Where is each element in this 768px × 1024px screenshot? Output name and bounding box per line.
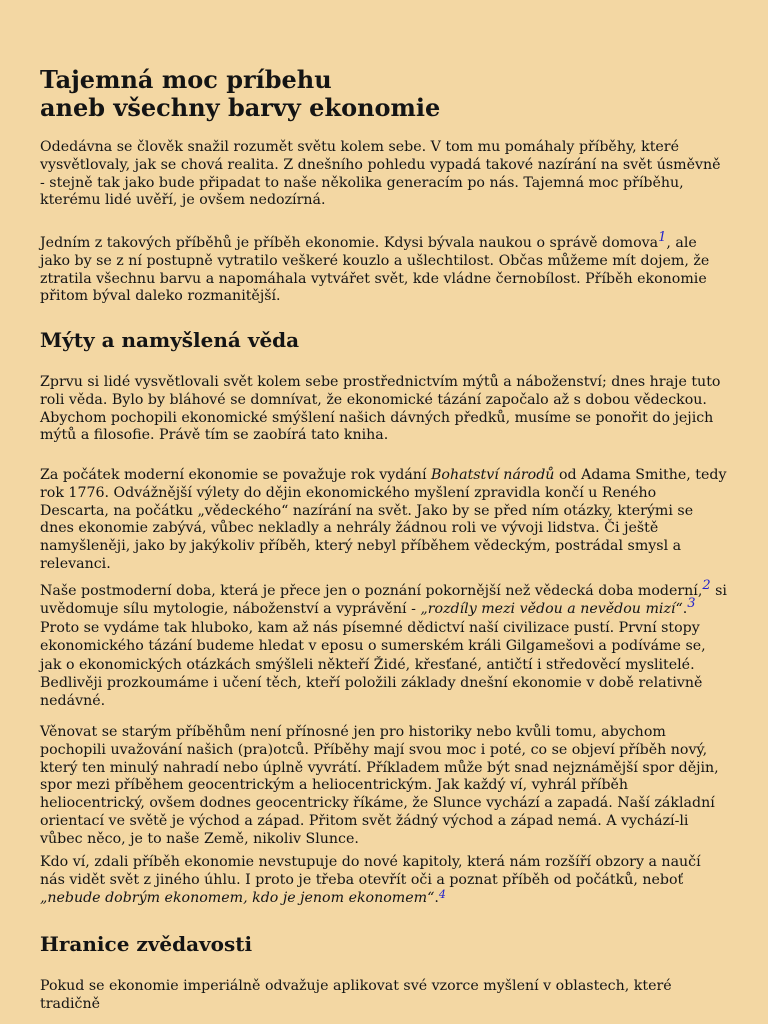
paragraph-old-stories: Věnovat se starým příběhům není přínosné jen pro historiky nebo kvůli tomu, abychom pochopili uvažování našich (pra)otců. Příběhy mají svou moc i poté, co se objeví příběh nový, který ten minulý nahradí nebo úplně vyvrátí. Příkladem může být snad nejznámější spor dějin, spor mezi příběhem geocentrickým a heliocentrickým. Jak každý ví, vyhrál příběh heliocentrický, ovšem dodnes geocentricky říkáme, že Slunce vychází a zapadá. Naší základní orientací ve světě je východ a západ. Přitom svět žádný východ a západ nemá. A vychází-li vůbec něco, je to naše Země, nikoliv Slunce.: [40, 724, 719, 847]
paragraph-text: Jedním z takových příběhů je příběh ekonomie. Kdysi bývala naukou o správě domova: [40, 235, 659, 251]
paragraph-text: si uvědomuje sílu mytologie, náboženství a vyprávění -: [40, 583, 727, 618]
paragraph-text: .: [682, 601, 688, 618]
paragraph-postmodern: [40, 578, 728, 711]
quote-emphasis: „nebude dobrým ekonomem, kdo je jenom ekonomem“: [40, 889, 435, 906]
section-heading-hranice: Hranice zvědavosti: [40, 932, 253, 956]
paragraph-new-chapter: [40, 854, 728, 907]
page-title: [40, 66, 440, 122]
paragraph-myths: Zprvu si lidé vysvětlovali svět kolem sebe prostřednictvím mýtů a náboženství; dnes hraje tuto roli věda. Bylo by bláhové se domnívat, že ekonomické tázání započalo až s dobou vědeckou. Abychom pochopili ekonomické smýšlení našich dávných předků, musíme se ponořit do jejich mýtů a filosofie. Právě tím se zaobírá tato kniha.: [40, 374, 721, 444]
paragraph-text: Za počátek moderní ekonomie se považuje rok vydání: [40, 467, 431, 483]
footnote-ref-4[interactable]: 4: [438, 887, 446, 901]
paragraph-economics-story: [40, 230, 728, 306]
footnote-ref-1[interactable]: 1: [658, 230, 667, 245]
paragraph-modern-economics: [40, 467, 728, 574]
paragraph-text: od Adama Smithe, tedy rok 1776. Odvážnější výlety do dějin ekonomického myšlení zpravidla končí u Reného Descarta, na počátku „vědeckého“ nazírání na svět. Jako by se před ním otázky, kterými se dnes ekonomie zabývá, vůbec nekladly a nehrály žádnou roli ve vývoji lidstva. Či ještě namyšleněji, jako by jakýkoliv příběh, který nebyl příběhem vědeckým, postrádal smysl a relevanci.: [40, 467, 727, 572]
paragraph-intro: Odedávna se člověk snažil rozumět světu kolem sebe. V tom mu pomáhaly příběhy, které vysvětlovaly, jak se chová realita. Z dnešního pohledu vypadá takové nazírání na svět úsměvně - stejně tak jako bude připadat to naše několika generacím po nás. Tajemná moc příběhu, kterému lidé uvěří, je ovšem nedozírná.: [40, 139, 721, 209]
paragraph-text: , ale jako by se z ní postupně vytratilo veškeré kouzlo a ušlechtilost. Občas můžeme mít dojem, že ztratila všechnu barvu a napomáhala vytvářet svět, kde vládne černobílost. Příběh ekonomie přitom býval daleko rozmanitější.: [40, 235, 710, 305]
paragraph-text: .: [434, 889, 439, 906]
footnote-ref-3[interactable]: 3: [687, 596, 696, 612]
paragraph-text: Naše postmoderní doba, která je přece jen o poznání pokornější než vědecká doba moderní,: [40, 583, 703, 599]
paragraph-text: Proto se vydáme tak hluboko, kam až nás písemné dědictví naší civilizace pustí. První stopy ekonomického tázání budeme hledat v eposu o sumerském králi Gilgamešovi a podíváme se, jak o ekonomických otázkách smýšleli někteří Židé, křesťané, antičtí i středověcí myslitelé. Bedlivěji prozkoumáme i učení těch, kteří položili základy dnešní ekonomie v době relativně nedávné.: [40, 619, 706, 710]
paragraph-boundaries: Pokud se ekonomie imperiálně odvažuje aplikovat své vzorce myšlení v oblastech, které tradičně: [40, 978, 672, 1012]
paragraph-text: Kdo ví, zdali příběh ekonomie nevstupuje do nové kapitoly, která nám rozšíří obzory a naučí nás vidět svět z jiného úhlu. I proto je třeba otevřít oči a poznat příběh od počátků, neboť: [40, 854, 701, 888]
footnote-ref-2[interactable]: 2: [702, 578, 711, 593]
title-line-1: Tajemná moc príbehu: [40, 65, 332, 94]
section-heading-myty: Mýty a namyšlená věda: [40, 328, 300, 352]
title-line-2: aneb všechny barvy ekonomie: [40, 93, 441, 122]
quote-emphasis: „rozdíly mezi vědou a nevědou mizí“: [420, 601, 683, 618]
book-title-emphasis: Bohatství národů: [431, 467, 555, 483]
